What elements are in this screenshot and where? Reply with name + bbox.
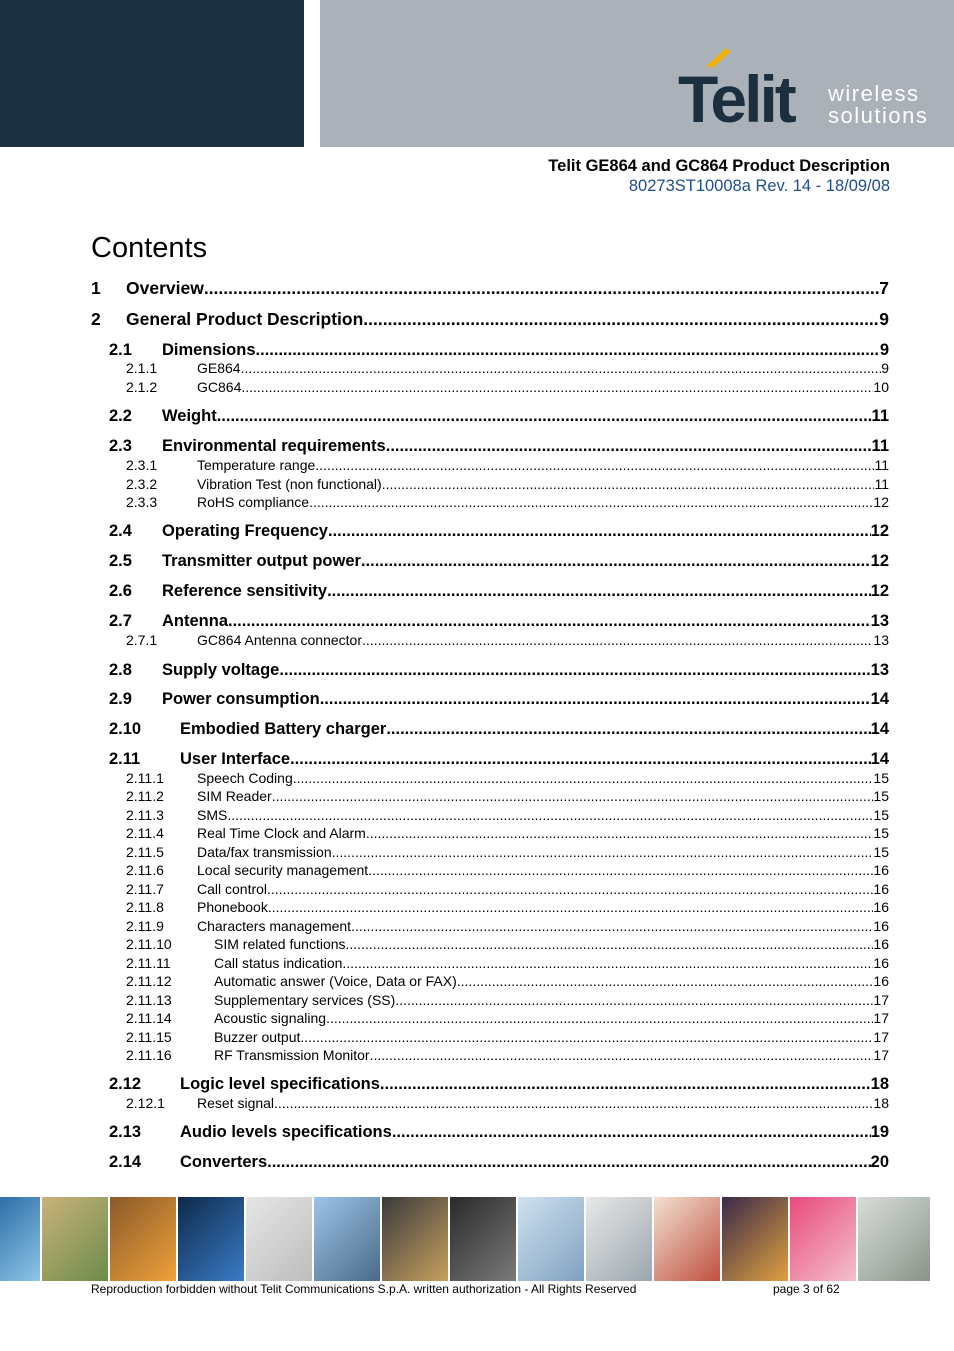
toc-entry-number: 2.12: [109, 1075, 142, 1093]
toc-entry-number: 2.3.3: [126, 494, 158, 510]
footer-image-strip: [0, 1197, 954, 1281]
toc-entry[interactable]: [0, 807, 889, 823]
toc-entry-page: 15: [873, 770, 889, 786]
toc-dot-leader: [386, 437, 872, 456]
toc-entry-number: 1: [91, 278, 101, 298]
toc-entry-title: Weight: [162, 407, 217, 425]
toc-entry-page: 11: [871, 437, 889, 455]
toc-entry-title: GE864: [197, 360, 241, 376]
toc-entry[interactable]: [0, 973, 889, 989]
toc-entry-title: Characters management: [197, 918, 352, 934]
toc-entry-number: 2.3: [109, 437, 132, 455]
toc-dot-leader: [309, 494, 873, 510]
toc-entry[interactable]: [0, 476, 889, 492]
toc-entry-title: Reference sensitivity: [162, 582, 328, 600]
toc-entry-page: 12: [870, 582, 889, 600]
toc-dot-leader: [346, 936, 874, 952]
toc-entry-number: 2.11: [109, 750, 141, 768]
toc-entry-page: 9: [879, 309, 889, 329]
toc-dot-leader: [332, 844, 874, 860]
footer-photo-tile: [0, 1197, 42, 1281]
toc-entry-title: RF Transmission Monitor: [214, 1047, 370, 1063]
toc-entry-page: 7: [879, 278, 889, 298]
toc-dot-leader: [362, 632, 873, 648]
toc-entry-title: Dimensions: [162, 341, 256, 359]
toc-entry[interactable]: [0, 720, 889, 739]
toc-entry[interactable]: [0, 1095, 889, 1111]
toc-entry-number: 2.1.1: [126, 360, 158, 376]
toc-entry-page: 18: [873, 1095, 889, 1111]
toc-entry-title: Power consumption: [162, 690, 320, 708]
toc-entry[interactable]: [0, 582, 889, 601]
toc-entry[interactable]: [0, 1029, 889, 1045]
toc-entry-title: SIM Reader: [197, 788, 272, 804]
toc-entry-page: 12: [873, 494, 889, 510]
toc-entry-number: 2.11.15: [126, 1029, 172, 1045]
toc-entry-page: 17: [873, 1029, 889, 1045]
toc-entry-page: 13: [870, 661, 889, 679]
toc-entry-title: Supplementary services (SS): [214, 992, 396, 1008]
toc-entry[interactable]: [0, 1123, 889, 1142]
toc-entry-page: 13: [870, 612, 889, 630]
footer-photo-tile: [586, 1197, 654, 1281]
toc-entry[interactable]: [0, 522, 889, 541]
toc-dot-leader: [327, 582, 871, 601]
toc-entry-title: Real Time Clock and Alarm: [197, 825, 366, 841]
toc-entry[interactable]: [0, 407, 889, 426]
footer-photo-tile: [110, 1197, 178, 1281]
toc-entry-number: 2.11.8: [126, 899, 164, 915]
toc-entry-page: 14: [870, 720, 889, 738]
footer-photo-tile: [654, 1197, 722, 1281]
toc-entry[interactable]: [0, 750, 889, 769]
footer-copyright: Reproduction forbidden without Telit Communications S.p.A. written authorization - All Rights Reserved: [91, 1282, 637, 1296]
toc-entry-number: 2.11.10: [126, 936, 172, 952]
toc-entry-title: Automatic answer (Voice, Data or FAX): [214, 973, 457, 989]
toc-entry[interactable]: [0, 437, 889, 456]
toc-entry-title: Environmental requirements: [162, 437, 386, 455]
toc-dot-leader: [386, 720, 870, 739]
toc-entry-number: 2.11.3: [126, 807, 164, 823]
toc-entry[interactable]: [0, 1153, 889, 1172]
toc-dot-leader: [217, 407, 872, 426]
toc-entry-page: 19: [870, 1123, 889, 1141]
toc-entry-number: 2.11.1: [126, 770, 164, 786]
toc-entry-title: Vibration Test (non functional): [197, 476, 382, 492]
footer-photo-tile: [790, 1197, 858, 1281]
toc-entry-page: 17: [873, 1010, 889, 1026]
toc-entry[interactable]: [0, 632, 889, 648]
toc-entry-number: 2.11.16: [126, 1047, 172, 1063]
footer-photo-tile: [518, 1197, 586, 1281]
toc-dot-leader: [241, 360, 882, 376]
toc-entry-page: 11: [874, 476, 889, 492]
toc-entry-number: 2.11.7: [126, 881, 164, 897]
toc-dot-leader: [368, 862, 873, 878]
toc-entry-title: SIM related functions: [214, 936, 346, 952]
footer-photo-tile: [314, 1197, 382, 1281]
toc-dot-leader: [326, 1010, 873, 1026]
toc-entry-page: 13: [873, 632, 889, 648]
toc-dot-leader: [228, 612, 871, 631]
toc-entry-page: 17: [873, 1047, 889, 1063]
toc-entry-number: 2.11.13: [126, 992, 172, 1008]
toc-entry[interactable]: [0, 379, 889, 395]
toc-entry-number: 2.1: [109, 341, 132, 359]
toc-entry-title: User Interface: [180, 750, 291, 768]
toc-entry-page: 14: [870, 750, 889, 768]
toc-entry-title: Data/fax transmission: [197, 844, 332, 860]
document-title: Telit GE864 and GC864 Product Description: [548, 157, 890, 175]
toc-entry-number: 2.13: [109, 1123, 142, 1141]
toc-entry-page: 15: [873, 788, 889, 804]
toc-entry-page: 20: [870, 1153, 889, 1171]
footer-photo-tile: [722, 1197, 790, 1281]
toc-entry-number: 2.3.1: [126, 457, 158, 473]
toc-dot-leader: [267, 881, 873, 897]
toc-entry-number: 2.3.2: [126, 476, 158, 492]
toc-entry-title: Reset signal: [197, 1095, 275, 1111]
toc-dot-leader: [392, 1123, 871, 1142]
toc-entry-title: Transmitter output power: [162, 552, 361, 570]
toc-dot-leader: [351, 918, 873, 934]
toc-entry-number: 2.14: [109, 1153, 142, 1171]
toc-entry-number: 2.11.11: [126, 955, 171, 971]
contents-heading: Contents: [91, 232, 208, 264]
toc-entry[interactable]: [0, 360, 889, 376]
toc-entry[interactable]: [0, 690, 889, 709]
toc-entry[interactable]: [0, 341, 889, 360]
toc-entry-number: 2: [91, 309, 101, 329]
toc-entry-number: 2.11.2: [126, 788, 164, 804]
toc-dot-leader: [328, 522, 871, 541]
toc-entry-page: 11: [871, 407, 889, 425]
toc-entry[interactable]: [0, 918, 889, 934]
logo-tagline-1: wireless: [828, 81, 920, 106]
toc-entry-number: 2.12.1: [126, 1095, 165, 1111]
toc-entry-title: Operating Frequency: [162, 522, 328, 540]
footer-photo-tile: [246, 1197, 314, 1281]
toc-entry[interactable]: [0, 844, 889, 860]
footer-photo-tile: [178, 1197, 246, 1281]
toc-dot-leader: [382, 476, 875, 492]
toc-entry-page: 16: [873, 955, 889, 971]
toc-entry-title: Antenna: [162, 612, 228, 630]
footer-photo-tile: [858, 1197, 932, 1281]
toc-entry-page: 12: [870, 552, 889, 570]
toc-entry-title: Local security management: [197, 862, 369, 878]
toc-entry-title: Acoustic signaling: [214, 1010, 327, 1026]
logo-tagline-2: solutions: [828, 103, 929, 128]
toc-entry-title: Speech Coding: [197, 770, 293, 786]
toc-entry-page: 18: [870, 1075, 889, 1093]
toc-dot-leader: [204, 278, 879, 299]
toc-dot-leader: [342, 955, 873, 971]
toc-entry-page: 11: [874, 457, 889, 473]
toc-entry[interactable]: [0, 770, 889, 786]
toc-entry-page: 16: [873, 899, 889, 915]
toc-entry[interactable]: [0, 992, 889, 1008]
logo-word: Telit: [678, 62, 794, 130]
toc-dot-leader: [370, 1047, 874, 1063]
toc-dot-leader: [272, 788, 874, 804]
toc-dot-leader: [241, 379, 873, 395]
toc-dot-leader: [320, 690, 871, 709]
toc-entry[interactable]: [0, 862, 889, 878]
toc-entry-page: 15: [873, 844, 889, 860]
toc-entry-number: 2.4: [109, 522, 132, 540]
toc-entry-page: 10: [873, 379, 889, 395]
toc-entry-title: Temperature range: [197, 457, 316, 473]
toc-entry-title: Supply voltage: [162, 661, 280, 679]
toc-entry-number: 2.9: [109, 690, 132, 708]
toc-dot-leader: [363, 309, 879, 330]
toc-entry-page: 16: [873, 936, 889, 952]
toc-entry[interactable]: [0, 661, 889, 680]
toc-entry-page: 14: [870, 690, 889, 708]
toc-entry-title: Call control: [197, 881, 268, 897]
toc-dot-leader: [268, 899, 874, 915]
toc-entry-number: 2.11.4: [126, 825, 164, 841]
toc-entry-page: 16: [873, 973, 889, 989]
toc-entry-title: Embodied Battery charger: [180, 720, 387, 738]
toc-dot-leader: [274, 1095, 873, 1111]
toc-entry-number: 2.6: [109, 582, 132, 600]
toc-entry-page: 12: [870, 522, 889, 540]
toc-entry-page: 9: [881, 360, 889, 376]
toc-dot-leader: [457, 973, 874, 989]
toc-entry[interactable]: [0, 825, 889, 841]
toc-entry-title: General Product Description: [126, 309, 364, 329]
toc-entry[interactable]: [0, 1047, 889, 1063]
toc-entry[interactable]: [0, 1075, 889, 1094]
toc-entry-title: GC864: [197, 379, 242, 395]
toc-dot-leader: [366, 825, 874, 841]
toc-entry-page: 16: [873, 862, 889, 878]
toc-dot-leader: [279, 661, 870, 680]
toc-entry-title: Phonebook: [197, 899, 268, 915]
toc-dot-leader: [290, 750, 871, 769]
footer-photo-tile: [450, 1197, 518, 1281]
footer-photo-tile: [382, 1197, 450, 1281]
toc-entry-page: 17: [873, 992, 889, 1008]
toc-entry-number: 2.7.1: [126, 632, 158, 648]
toc-entry[interactable]: [0, 899, 889, 915]
toc-entry-number: 2.5: [109, 552, 132, 570]
toc-entry-number: 2.11.12: [126, 973, 172, 989]
toc-dot-leader: [300, 1029, 873, 1045]
toc-entry-page: 15: [873, 807, 889, 823]
toc-entry-title: SMS: [197, 807, 228, 823]
toc-dot-leader: [293, 770, 874, 786]
toc-dot-leader: [361, 552, 871, 571]
toc-entry-number: 2.10: [109, 720, 142, 738]
toc-entry[interactable]: [0, 309, 889, 330]
toc-entry-number: 2.11.9: [126, 918, 164, 934]
toc-entry-number: 2.8: [109, 661, 132, 679]
toc-entry[interactable]: [0, 955, 889, 971]
toc-entry-title: Logic level specifications: [180, 1075, 380, 1093]
toc-entry-page: 15: [873, 825, 889, 841]
toc-entry-title: Buzzer output: [214, 1029, 301, 1045]
toc-dot-leader: [395, 992, 873, 1008]
toc-entry[interactable]: [0, 457, 889, 473]
toc-dot-leader: [315, 457, 874, 473]
toc-entry-number: 2.11.6: [126, 862, 164, 878]
toc-entry[interactable]: [0, 278, 889, 299]
toc-entry-number: 2.11.14: [126, 1010, 172, 1026]
toc-entry[interactable]: [0, 936, 889, 952]
toc-entry[interactable]: [0, 788, 889, 804]
toc-dot-leader: [267, 1153, 871, 1172]
footer-page-number: page 3 of 62: [773, 1282, 840, 1296]
toc-entry-title: Converters: [180, 1153, 268, 1171]
toc-entry[interactable]: [0, 612, 889, 631]
toc-entry-number: 2.2: [109, 407, 132, 425]
document-revision: 80273ST10008a Rev. 14 - 18/09/08: [628, 177, 890, 195]
toc-entry-number: 2.1.2: [126, 379, 158, 395]
toc-entry-page: 16: [873, 918, 889, 934]
toc-entry-title: GC864 Antenna connector: [197, 632, 363, 648]
toc-dot-leader: [256, 341, 880, 360]
toc-entry-title: RoHS compliance: [197, 494, 310, 510]
toc-entry[interactable]: [0, 1010, 889, 1026]
toc-entry[interactable]: [0, 552, 889, 571]
toc-entry-title: Audio levels specifications: [180, 1123, 392, 1141]
toc-entry-title: Call status indication: [214, 955, 343, 971]
toc-entry-title: Overview: [126, 278, 204, 298]
toc-entry-page: 16: [873, 881, 889, 897]
toc-dot-leader: [380, 1075, 871, 1094]
toc-entry[interactable]: [0, 494, 889, 510]
toc-entry[interactable]: [0, 881, 889, 897]
toc-entry-number: 2.11.5: [126, 844, 164, 860]
footer-photo-tile: [42, 1197, 110, 1281]
toc-dot-leader: [227, 807, 873, 823]
toc-entry-number: 2.7: [109, 612, 132, 630]
toc-entry-page: 9: [879, 341, 889, 359]
